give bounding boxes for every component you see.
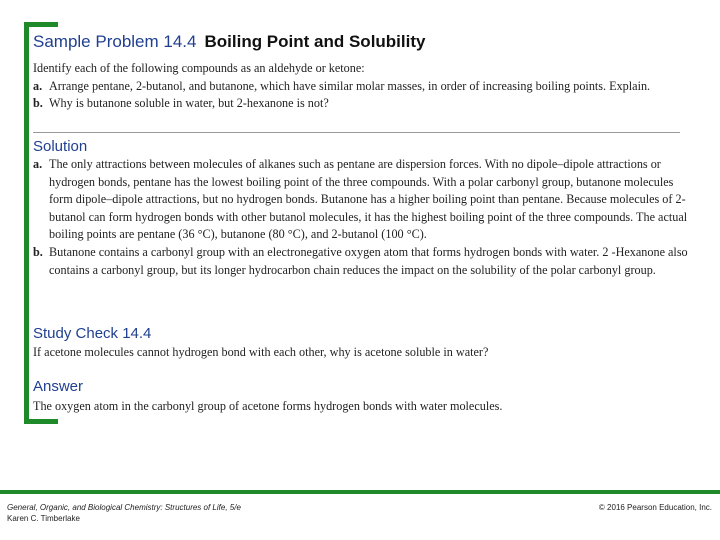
- item-text: Why is butanone soluble in water, but 2-hexanone is not?: [49, 96, 329, 111]
- item-label: a.: [33, 157, 43, 171]
- problem-item-b: [33, 95, 698, 113]
- solution-item-a: [33, 156, 698, 244]
- item-label: b.: [33, 244, 43, 259]
- item-text: Arrange pentane, 2-butanol, and butanone, which have similar molar masses, in order of increasing boiling points. Explain.: [49, 78, 651, 93]
- problem-title: [33, 32, 425, 52]
- footer-book-title: General, Organic, and Biological Chemistry: Structures of Life, 5/e: [7, 503, 241, 512]
- footer-copyright: © 2016 Pearson Education, Inc.: [598, 503, 712, 512]
- footer-bar: [0, 490, 720, 494]
- solution-item-b: [33, 244, 698, 279]
- footer-citation: [7, 502, 241, 524]
- answer-heading: Answer: [33, 378, 84, 395]
- study-check-heading: Study Check 14.4: [33, 325, 152, 342]
- study-check-text: If acetone molecules cannot hydrogen bond with each other, why is acetone soluble in water?: [33, 345, 489, 359]
- item-label: b.: [33, 96, 43, 111]
- item-text: The only attractions between molecules of alkanes such as pentane are dispersion forces. With no dipole–dipole attractions or hydrogen bonds, pentane has the lowest boiling point of the three compounds. With a polar carbonyl group, butanone molecules form dipole–dipole attractions, but no hydrogen bonds. Butanone has a higher boiling point than pentane. Because molecules of 2-butanol can form hydrogen bonds with other butanol molecules, it has the highest boiling point of the three compounds. The actual boiling points are pentane (36 °C), butanone (80 °C), and 2-butanol (100 °C).: [49, 157, 688, 242]
- footer-author: Karen C. Timberlake: [7, 514, 80, 523]
- item-label: a.: [33, 78, 43, 93]
- problem-statement: [33, 60, 698, 113]
- solution-body: [33, 156, 698, 279]
- item-text: Butanone contains a carbonyl group with an electronegative oxygen atom that forms hydrogen bonds with water. 2 -Hexanone also contains a carbonyl group, but its longer hydrocarbon chain reduces the impact on the solubility of the polar carbonyl group.: [49, 244, 688, 277]
- section-divider: [33, 132, 680, 133]
- problem-intro: Identify each of the following compounds as an aldehyde or ketone:: [33, 61, 365, 75]
- problem-item-a: [33, 78, 698, 96]
- problem-number: Sample Problem 14.4: [33, 32, 197, 51]
- solution-heading: Solution: [33, 138, 88, 155]
- answer-text: The oxygen atom in the carbonyl group of acetone forms hydrogen bonds with water molecules.: [33, 399, 503, 413]
- problem-name: Boiling Point and Solubility: [204, 32, 426, 51]
